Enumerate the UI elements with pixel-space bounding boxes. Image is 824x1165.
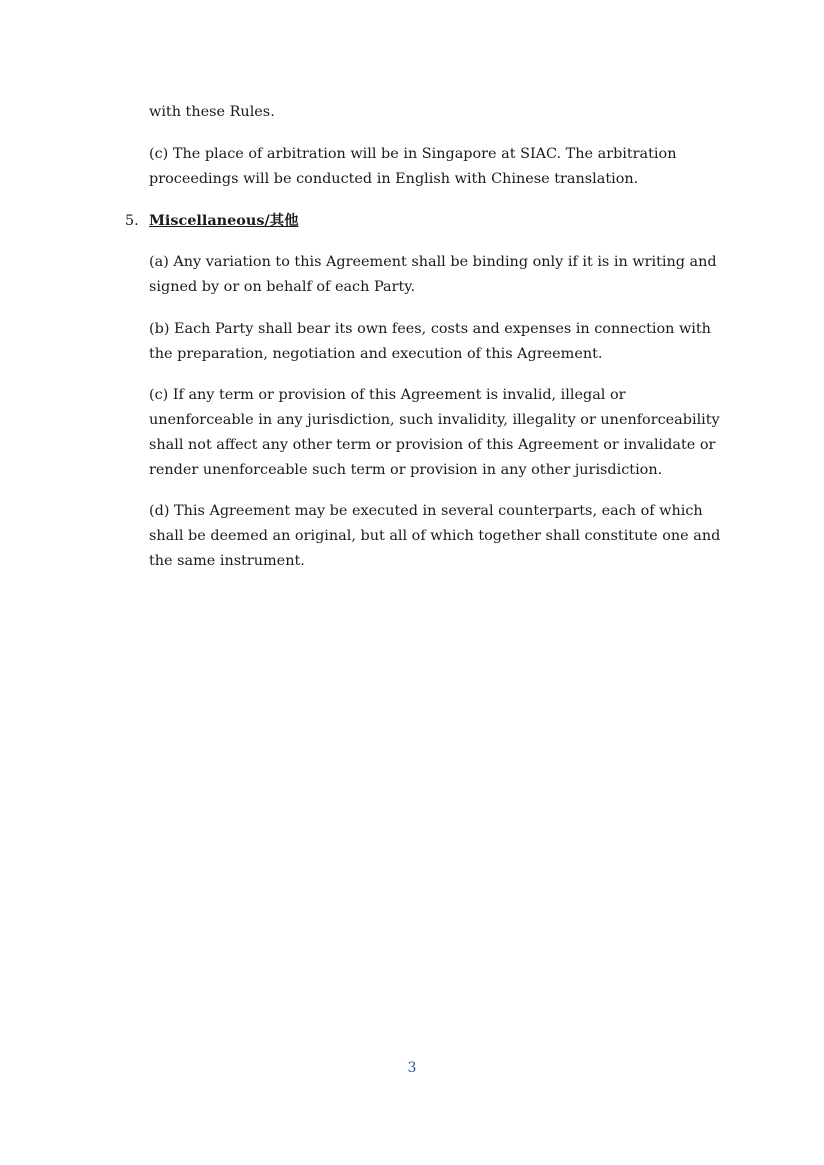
clause-5a-paragraph: (a) Any variation to this Agreement shall be binding only if it is in writing and signed by or on behalf of each Party. (149, 254, 717, 295)
page-number: 3 (407, 1060, 417, 1076)
clause-5d-paragraph: (d) This Agreement may be executed in several counterparts, each of which shall be deemed an original, but all of which together shall constitute one and the same instrument. (149, 503, 721, 569)
clause-4c-paragraph: (c) The place of arbitration will be in Singapore at SIAC. The arbitration proceedings will be conducted in English with Chinese translation. (149, 146, 677, 187)
section-number: 5. (125, 213, 139, 229)
section-heading (125, 208, 299, 234)
section-title: Miscellaneous/其他 (149, 212, 299, 229)
clause-5c-paragraph: (c) If any term or provision of this Agreement is invalid, illegal or unenforceable in any jurisdiction, such invalidity, illegality or unenforceability shall not affect any other term or provision of this Agreement or invalidate or render unenforceable such term or provision in any other jurisdiction. (149, 387, 720, 478)
carryover-text: with these Rules. (149, 104, 275, 120)
clause-5b-paragraph: (b) Each Party shall bear its own fees, costs and expenses in connection with the preparation, negotiation and execution of this Agreement. (149, 321, 711, 362)
